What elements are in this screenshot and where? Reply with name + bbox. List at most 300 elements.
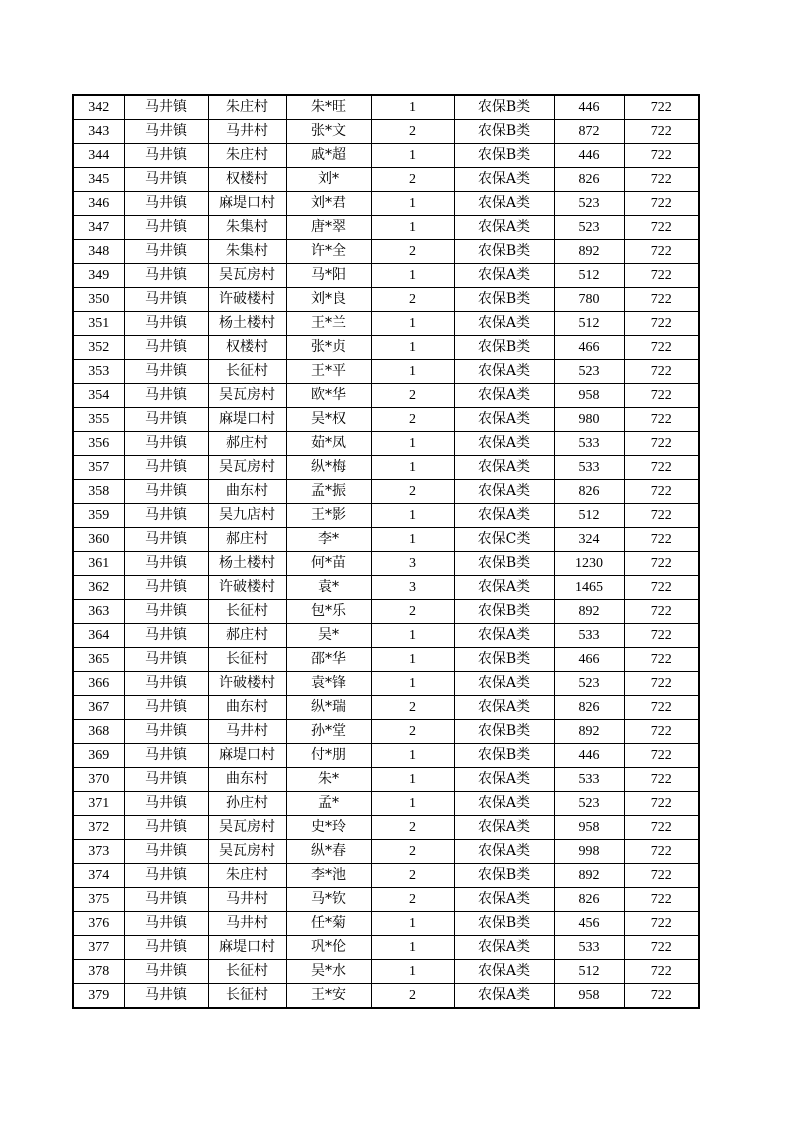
- table-row: [73, 552, 699, 576]
- town-cell: 马井镇: [124, 240, 208, 264]
- category-cell: 农保A类: [454, 576, 554, 600]
- amount-cell: 512: [554, 504, 624, 528]
- people-count-cell: 2: [371, 240, 454, 264]
- amount-cell: 533: [554, 768, 624, 792]
- village-cell: 马井村: [208, 720, 286, 744]
- category-cell: 农保B类: [454, 744, 554, 768]
- standard-cell: 722: [624, 840, 699, 864]
- name-cell: 纵*春: [286, 840, 371, 864]
- seq-cell: 373: [73, 840, 124, 864]
- village-cell: 麻堤口村: [208, 936, 286, 960]
- table-row: [73, 264, 699, 288]
- category-cell: 农保A类: [454, 504, 554, 528]
- name-cell: 王*安: [286, 984, 371, 1009]
- village-cell: 吴瓦房村: [208, 264, 286, 288]
- village-cell: 长征村: [208, 360, 286, 384]
- amount-cell: 892: [554, 600, 624, 624]
- people-count-cell: 1: [371, 192, 454, 216]
- village-cell: 杨土楼村: [208, 312, 286, 336]
- table-row: [73, 168, 699, 192]
- seq-cell: 363: [73, 600, 124, 624]
- standard-cell: 722: [624, 504, 699, 528]
- village-cell: 孙庄村: [208, 792, 286, 816]
- amount-cell: 780: [554, 288, 624, 312]
- category-cell: 农保A类: [454, 408, 554, 432]
- standard-cell: 722: [624, 816, 699, 840]
- amount-cell: 533: [554, 456, 624, 480]
- village-cell: 马井村: [208, 120, 286, 144]
- name-cell: 刘*良: [286, 288, 371, 312]
- category-cell: 农保A类: [454, 816, 554, 840]
- amount-cell: 980: [554, 408, 624, 432]
- seq-cell: 345: [73, 168, 124, 192]
- table-row: [73, 816, 699, 840]
- seq-cell: 367: [73, 696, 124, 720]
- village-cell: 曲东村: [208, 768, 286, 792]
- category-cell: 农保A类: [454, 384, 554, 408]
- category-cell: 农保B类: [454, 648, 554, 672]
- town-cell: 马井镇: [124, 600, 208, 624]
- village-cell: 吴九店村: [208, 504, 286, 528]
- amount-cell: 446: [554, 744, 624, 768]
- people-count-cell: 2: [371, 480, 454, 504]
- amount-cell: 872: [554, 120, 624, 144]
- seq-cell: 355: [73, 408, 124, 432]
- seq-cell: 369: [73, 744, 124, 768]
- seq-cell: 351: [73, 312, 124, 336]
- name-cell: 袁*锋: [286, 672, 371, 696]
- category-cell: 农保B类: [454, 288, 554, 312]
- village-cell: 杨土楼村: [208, 552, 286, 576]
- people-count-cell: 2: [371, 600, 454, 624]
- category-cell: 农保B类: [454, 144, 554, 168]
- category-cell: 农保A类: [454, 960, 554, 984]
- category-cell: 农保A类: [454, 360, 554, 384]
- people-count-cell: 2: [371, 864, 454, 888]
- town-cell: 马井镇: [124, 384, 208, 408]
- people-count-cell: 1: [371, 264, 454, 288]
- amount-cell: 892: [554, 240, 624, 264]
- people-count-cell: 1: [371, 768, 454, 792]
- village-cell: 麻堤口村: [208, 192, 286, 216]
- seq-cell: 350: [73, 288, 124, 312]
- village-cell: 曲东村: [208, 480, 286, 504]
- town-cell: 马井镇: [124, 696, 208, 720]
- name-cell: 袁*: [286, 576, 371, 600]
- table-row: [73, 720, 699, 744]
- name-cell: 唐*翠: [286, 216, 371, 240]
- people-count-cell: 1: [371, 95, 454, 120]
- table-row: [73, 480, 699, 504]
- people-count-cell: 2: [371, 816, 454, 840]
- village-cell: 长征村: [208, 984, 286, 1009]
- standard-cell: 722: [624, 432, 699, 456]
- amount-cell: 958: [554, 384, 624, 408]
- name-cell: 李*池: [286, 864, 371, 888]
- town-cell: 马井镇: [124, 216, 208, 240]
- name-cell: 任*菊: [286, 912, 371, 936]
- town-cell: 马井镇: [124, 144, 208, 168]
- seq-cell: 352: [73, 336, 124, 360]
- table-row: [73, 600, 699, 624]
- category-cell: 农保A类: [454, 192, 554, 216]
- standard-cell: 722: [624, 648, 699, 672]
- name-cell: 张*贞: [286, 336, 371, 360]
- category-cell: 农保A类: [454, 696, 554, 720]
- town-cell: 马井镇: [124, 432, 208, 456]
- table-row: [73, 792, 699, 816]
- town-cell: 马井镇: [124, 888, 208, 912]
- name-cell: 王*平: [286, 360, 371, 384]
- seq-cell: 377: [73, 936, 124, 960]
- people-count-cell: 1: [371, 936, 454, 960]
- name-cell: 何*苗: [286, 552, 371, 576]
- name-cell: 孟*: [286, 792, 371, 816]
- people-count-cell: 1: [371, 336, 454, 360]
- people-count-cell: 1: [371, 912, 454, 936]
- town-cell: 马井镇: [124, 192, 208, 216]
- people-count-cell: 2: [371, 984, 454, 1009]
- category-cell: 农保A类: [454, 432, 554, 456]
- name-cell: 茹*凤: [286, 432, 371, 456]
- name-cell: 孙*堂: [286, 720, 371, 744]
- category-cell: 农保B类: [454, 120, 554, 144]
- town-cell: 马井镇: [124, 95, 208, 120]
- name-cell: 史*玲: [286, 816, 371, 840]
- village-cell: 曲东村: [208, 696, 286, 720]
- amount-cell: 892: [554, 720, 624, 744]
- amount-cell: 958: [554, 984, 624, 1009]
- village-cell: 长征村: [208, 960, 286, 984]
- amount-cell: 533: [554, 936, 624, 960]
- people-count-cell: 2: [371, 840, 454, 864]
- people-count-cell: 1: [371, 312, 454, 336]
- town-cell: 马井镇: [124, 864, 208, 888]
- town-cell: 马井镇: [124, 720, 208, 744]
- category-cell: 农保B类: [454, 240, 554, 264]
- town-cell: 马井镇: [124, 648, 208, 672]
- table-row: [73, 120, 699, 144]
- name-cell: 刘*君: [286, 192, 371, 216]
- village-cell: 朱庄村: [208, 95, 286, 120]
- people-count-cell: 3: [371, 552, 454, 576]
- name-cell: 马*钦: [286, 888, 371, 912]
- table-row: [73, 744, 699, 768]
- amount-cell: 533: [554, 624, 624, 648]
- seq-cell: 371: [73, 792, 124, 816]
- seq-cell: 347: [73, 216, 124, 240]
- standard-cell: 722: [624, 936, 699, 960]
- seq-cell: 362: [73, 576, 124, 600]
- table-row: [73, 672, 699, 696]
- table-row: [73, 888, 699, 912]
- standard-cell: 722: [624, 288, 699, 312]
- category-cell: 农保B类: [454, 912, 554, 936]
- seq-cell: 364: [73, 624, 124, 648]
- table-row: [73, 216, 699, 240]
- category-cell: 农保A类: [454, 672, 554, 696]
- seq-cell: 372: [73, 816, 124, 840]
- people-count-cell: 2: [371, 696, 454, 720]
- town-cell: 马井镇: [124, 360, 208, 384]
- town-cell: 马井镇: [124, 792, 208, 816]
- category-cell: 农保B类: [454, 95, 554, 120]
- standard-cell: 722: [624, 408, 699, 432]
- people-count-cell: 2: [371, 120, 454, 144]
- table-row: [73, 384, 699, 408]
- standard-cell: 722: [624, 624, 699, 648]
- amount-cell: 456: [554, 912, 624, 936]
- category-cell: 农保A类: [454, 264, 554, 288]
- people-count-cell: 1: [371, 144, 454, 168]
- people-count-cell: 2: [371, 384, 454, 408]
- standard-cell: 722: [624, 312, 699, 336]
- table-row: [73, 960, 699, 984]
- category-cell: 农保C类: [454, 528, 554, 552]
- seq-cell: 358: [73, 480, 124, 504]
- amount-cell: 466: [554, 648, 624, 672]
- standard-cell: 722: [624, 912, 699, 936]
- amount-cell: 826: [554, 888, 624, 912]
- village-cell: 长征村: [208, 600, 286, 624]
- table-row: [73, 504, 699, 528]
- people-count-cell: 1: [371, 456, 454, 480]
- standard-cell: 722: [624, 768, 699, 792]
- town-cell: 马井镇: [124, 408, 208, 432]
- village-cell: 马井村: [208, 912, 286, 936]
- standard-cell: 722: [624, 600, 699, 624]
- seq-cell: 346: [73, 192, 124, 216]
- people-count-cell: 2: [371, 168, 454, 192]
- village-cell: 朱集村: [208, 216, 286, 240]
- people-count-cell: 1: [371, 624, 454, 648]
- seq-cell: 343: [73, 120, 124, 144]
- category-cell: 农保A类: [454, 840, 554, 864]
- standard-cell: 722: [624, 528, 699, 552]
- people-count-cell: 2: [371, 720, 454, 744]
- name-cell: 孟*振: [286, 480, 371, 504]
- village-cell: 吴瓦房村: [208, 384, 286, 408]
- town-cell: 马井镇: [124, 288, 208, 312]
- standard-cell: 722: [624, 696, 699, 720]
- seq-cell: 344: [73, 144, 124, 168]
- category-cell: 农保A类: [454, 792, 554, 816]
- data-table: [72, 94, 700, 1009]
- standard-cell: 722: [624, 456, 699, 480]
- amount-cell: 523: [554, 792, 624, 816]
- table-row: [73, 240, 699, 264]
- name-cell: 戚*超: [286, 144, 371, 168]
- category-cell: 农保B类: [454, 864, 554, 888]
- town-cell: 马井镇: [124, 936, 208, 960]
- seq-cell: 359: [73, 504, 124, 528]
- standard-cell: 722: [624, 720, 699, 744]
- amount-cell: 1465: [554, 576, 624, 600]
- category-cell: 农保A类: [454, 480, 554, 504]
- standard-cell: 722: [624, 95, 699, 120]
- amount-cell: 446: [554, 144, 624, 168]
- table-row: [73, 144, 699, 168]
- standard-cell: 722: [624, 888, 699, 912]
- town-cell: 马井镇: [124, 960, 208, 984]
- village-cell: 郝庄村: [208, 624, 286, 648]
- table-row: [73, 312, 699, 336]
- standard-cell: 722: [624, 744, 699, 768]
- standard-cell: 722: [624, 984, 699, 1009]
- seq-cell: 375: [73, 888, 124, 912]
- seq-cell: 360: [73, 528, 124, 552]
- amount-cell: 1230: [554, 552, 624, 576]
- village-cell: 许破楼村: [208, 576, 286, 600]
- seq-cell: 354: [73, 384, 124, 408]
- table-row: [73, 696, 699, 720]
- people-count-cell: 1: [371, 216, 454, 240]
- seq-cell: 365: [73, 648, 124, 672]
- seq-cell: 379: [73, 984, 124, 1009]
- village-cell: 朱庄村: [208, 864, 286, 888]
- town-cell: 马井镇: [124, 744, 208, 768]
- standard-cell: 722: [624, 216, 699, 240]
- people-count-cell: 1: [371, 432, 454, 456]
- amount-cell: 523: [554, 192, 624, 216]
- standard-cell: 722: [624, 672, 699, 696]
- amount-cell: 826: [554, 696, 624, 720]
- category-cell: 农保B类: [454, 720, 554, 744]
- standard-cell: 722: [624, 336, 699, 360]
- name-cell: 吴*水: [286, 960, 371, 984]
- standard-cell: 722: [624, 192, 699, 216]
- amount-cell: 523: [554, 216, 624, 240]
- table-row: [73, 360, 699, 384]
- name-cell: 包*乐: [286, 600, 371, 624]
- category-cell: 农保A类: [454, 984, 554, 1009]
- people-count-cell: 1: [371, 528, 454, 552]
- amount-cell: 523: [554, 360, 624, 384]
- town-cell: 马井镇: [124, 168, 208, 192]
- name-cell: 吴*权: [286, 408, 371, 432]
- village-cell: 长征村: [208, 648, 286, 672]
- village-cell: 吴瓦房村: [208, 816, 286, 840]
- seq-cell: 374: [73, 864, 124, 888]
- village-cell: 朱集村: [208, 240, 286, 264]
- seq-cell: 368: [73, 720, 124, 744]
- village-cell: 麻堤口村: [208, 408, 286, 432]
- table-row: [73, 408, 699, 432]
- amount-cell: 892: [554, 864, 624, 888]
- category-cell: 农保B类: [454, 600, 554, 624]
- village-cell: 权楼村: [208, 168, 286, 192]
- village-cell: 郝庄村: [208, 528, 286, 552]
- amount-cell: 512: [554, 312, 624, 336]
- amount-cell: 512: [554, 264, 624, 288]
- category-cell: 农保A类: [454, 888, 554, 912]
- town-cell: 马井镇: [124, 816, 208, 840]
- people-count-cell: 1: [371, 672, 454, 696]
- name-cell: 王*影: [286, 504, 371, 528]
- town-cell: 马井镇: [124, 336, 208, 360]
- people-count-cell: 2: [371, 408, 454, 432]
- town-cell: 马井镇: [124, 264, 208, 288]
- village-cell: 郝庄村: [208, 432, 286, 456]
- town-cell: 马井镇: [124, 984, 208, 1009]
- people-count-cell: 1: [371, 960, 454, 984]
- village-cell: 马井村: [208, 888, 286, 912]
- name-cell: 欧*华: [286, 384, 371, 408]
- name-cell: 王*兰: [286, 312, 371, 336]
- category-cell: 农保B类: [454, 552, 554, 576]
- name-cell: 邵*华: [286, 648, 371, 672]
- table-row: [73, 95, 699, 120]
- name-cell: 纵*梅: [286, 456, 371, 480]
- standard-cell: 722: [624, 480, 699, 504]
- village-cell: 吴瓦房村: [208, 840, 286, 864]
- table-row: [73, 984, 699, 1009]
- table-row: [73, 912, 699, 936]
- standard-cell: 722: [624, 264, 699, 288]
- category-cell: 农保B类: [454, 336, 554, 360]
- table-row: [73, 624, 699, 648]
- amount-cell: 466: [554, 336, 624, 360]
- seq-cell: 342: [73, 95, 124, 120]
- category-cell: 农保A类: [454, 216, 554, 240]
- standard-cell: 722: [624, 168, 699, 192]
- standard-cell: 722: [624, 120, 699, 144]
- standard-cell: 722: [624, 144, 699, 168]
- seq-cell: 370: [73, 768, 124, 792]
- town-cell: 马井镇: [124, 480, 208, 504]
- seq-cell: 348: [73, 240, 124, 264]
- table-row: [73, 648, 699, 672]
- name-cell: 李*: [286, 528, 371, 552]
- category-cell: 农保A类: [454, 456, 554, 480]
- amount-cell: 533: [554, 432, 624, 456]
- seq-cell: 349: [73, 264, 124, 288]
- seq-cell: 376: [73, 912, 124, 936]
- village-cell: 许破楼村: [208, 672, 286, 696]
- amount-cell: 998: [554, 840, 624, 864]
- table-row: [73, 456, 699, 480]
- town-cell: 马井镇: [124, 528, 208, 552]
- seq-cell: 353: [73, 360, 124, 384]
- town-cell: 马井镇: [124, 504, 208, 528]
- seq-cell: 366: [73, 672, 124, 696]
- table-row: [73, 288, 699, 312]
- table-row: [73, 768, 699, 792]
- name-cell: 张*文: [286, 120, 371, 144]
- table-row: [73, 432, 699, 456]
- name-cell: 朱*: [286, 768, 371, 792]
- table-row: [73, 336, 699, 360]
- village-cell: 朱庄村: [208, 144, 286, 168]
- category-cell: 农保A类: [454, 768, 554, 792]
- people-count-cell: 2: [371, 888, 454, 912]
- table-row: [73, 192, 699, 216]
- name-cell: 吴*: [286, 624, 371, 648]
- amount-cell: 324: [554, 528, 624, 552]
- table-row: [73, 528, 699, 552]
- standard-cell: 722: [624, 384, 699, 408]
- amount-cell: 958: [554, 816, 624, 840]
- people-count-cell: 1: [371, 648, 454, 672]
- village-cell: 许破楼村: [208, 288, 286, 312]
- category-cell: 农保A类: [454, 168, 554, 192]
- people-count-cell: 1: [371, 792, 454, 816]
- table-row: [73, 864, 699, 888]
- name-cell: 许*全: [286, 240, 371, 264]
- category-cell: 农保A类: [454, 624, 554, 648]
- standard-cell: 722: [624, 792, 699, 816]
- name-cell: 付*朋: [286, 744, 371, 768]
